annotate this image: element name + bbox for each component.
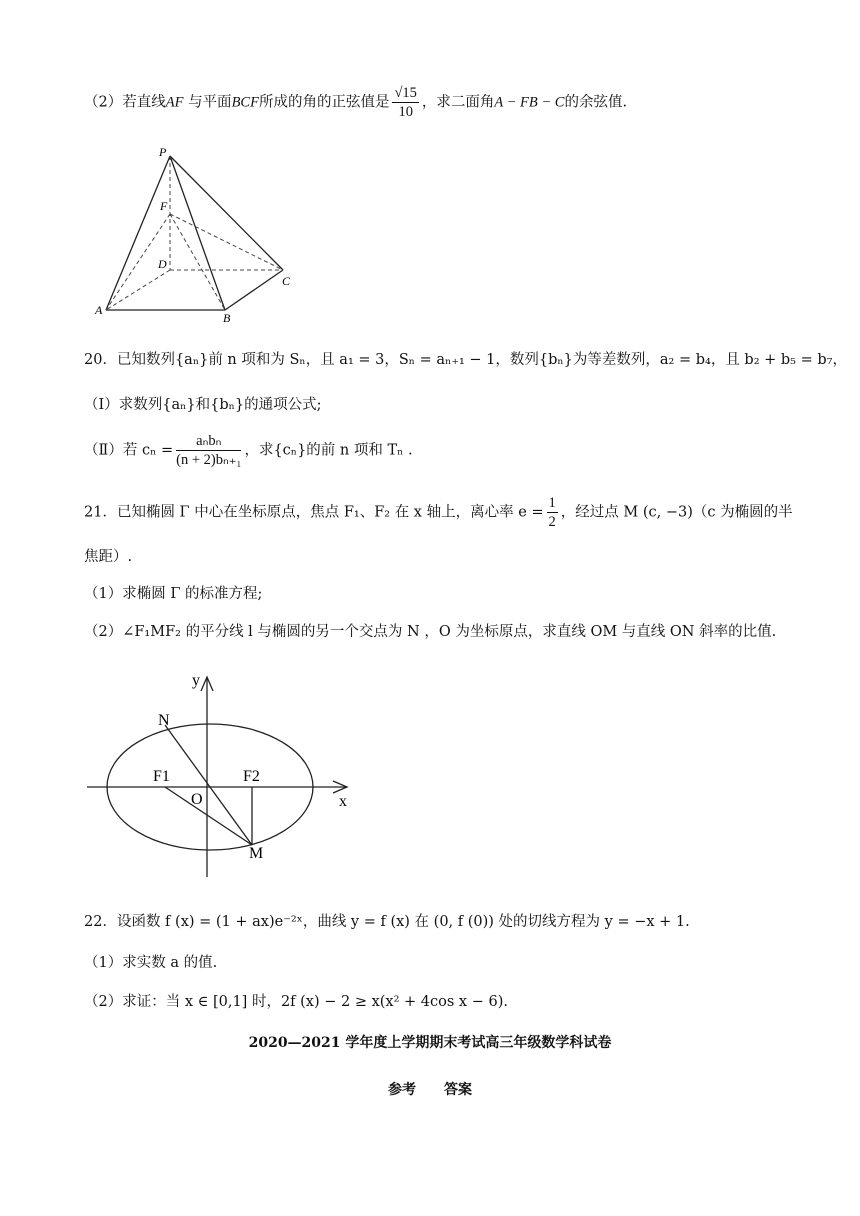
- q19-af: AF: [165, 94, 184, 111]
- q21-part1: （1）求椭圆 Γ 的标准方程;: [84, 586, 263, 602]
- pyramid-label-a: A: [95, 303, 103, 317]
- q21-line2: 焦距）.: [84, 549, 133, 565]
- q19-frac-num: √15: [394, 85, 417, 101]
- q21-e-fraction: [547, 494, 558, 531]
- ellipse-figure: [85, 665, 375, 885]
- q22-part2: （2）求证：当 x ∈ [0,1] 时，2f (x) − 2 ≥ x(x² + 4cos x − 6).: [84, 994, 508, 1010]
- q20-cn-fraction: [176, 432, 241, 469]
- q21-line1-suffix: ，经过点 M (c, −3)（c 为椭圆的半: [560, 504, 793, 521]
- q19-frac-den: 10: [398, 104, 413, 120]
- ellipse-label-n: N: [158, 712, 170, 729]
- q22-part1: （1）求实数 a 的值.: [84, 955, 218, 971]
- q21-line1-prefix: 21．已知椭圆 Γ 中心在坐标原点，焦点 F₁、F₂ 在 x 轴上，离心率 e =: [84, 504, 544, 521]
- ellipse-label-o: O: [191, 791, 203, 808]
- pyramid-label-f: F: [160, 199, 168, 213]
- q19-dihedral: A − FB − C: [494, 94, 565, 111]
- q20-line1: 20．已知数列{aₙ}前 n 项和为 Sₙ，且 a₁ = 3，Sₙ = aₙ₊₁ − 1，数列{bₙ}为等差数列，a₂ = b₄，且 b₂ + b₅ = b₇，: [84, 352, 847, 368]
- ellipse-label-f1: F1: [153, 768, 170, 785]
- answer-section-title: 2020—2021 学年度上学期期末考试高三年级数学科试卷: [248, 1035, 612, 1051]
- q19-part2-line: [84, 84, 627, 121]
- ellipse-label-x: x: [339, 793, 347, 810]
- q20-part2-line: [84, 432, 413, 469]
- q20-part1: （Ⅰ）求数列{aₙ}和{bₙ}的通项公式;: [84, 397, 322, 413]
- q19-prefix: （2）若直线: [84, 94, 166, 111]
- q19-mid3: ，求二面角: [421, 94, 495, 111]
- q19-suffix: 的余弦值.: [564, 94, 628, 111]
- q21-e-den: 2: [548, 514, 556, 530]
- q20-frac-den: (n + 2)bₙ₊₁: [176, 452, 242, 468]
- q21-line1: [84, 494, 793, 531]
- q22-line1: 22．设函数 f (x) = (1 + ax)e⁻²ˣ，曲线 y = f (x) 在 (0, f (0)) 处的切线方程为 y = −x + 1.: [84, 914, 690, 930]
- q19-mid2: 所成的角的正弦值是: [258, 94, 390, 111]
- q20-part2-suffix: ，求{cₙ}的前 n 项和 Tₙ .: [244, 442, 413, 459]
- q20-frac-num: aₙbₙ: [176, 432, 241, 451]
- q19-mid1: 与平面: [188, 94, 232, 111]
- q20-part2-prefix: （Ⅱ）若 cₙ =: [84, 442, 174, 459]
- q21-e-num: 1: [548, 495, 556, 511]
- pyramid-label-c: C: [282, 274, 291, 288]
- ellipse-label-f2: F2: [243, 768, 260, 785]
- pyramid-figure: [90, 140, 310, 325]
- ellipse-label-m: M: [249, 845, 264, 862]
- q19-bcf: BCF: [231, 94, 259, 111]
- pyramid-label-d: D: [158, 257, 167, 271]
- answer-section-subtitle: 参考 答案: [388, 1082, 472, 1098]
- q21-part2: （2）∠F₁MF₂ 的平分线 l 与椭圆的另一个交点为 N ，O 为坐标原点，求直线 OM 与直线 ON 斜率的比值.: [84, 624, 777, 640]
- ellipse-label-y: y: [192, 672, 200, 689]
- q19-sine-fraction: [392, 84, 418, 121]
- pyramid-label-b: B: [223, 311, 231, 325]
- pyramid-label-p: P: [159, 145, 167, 159]
